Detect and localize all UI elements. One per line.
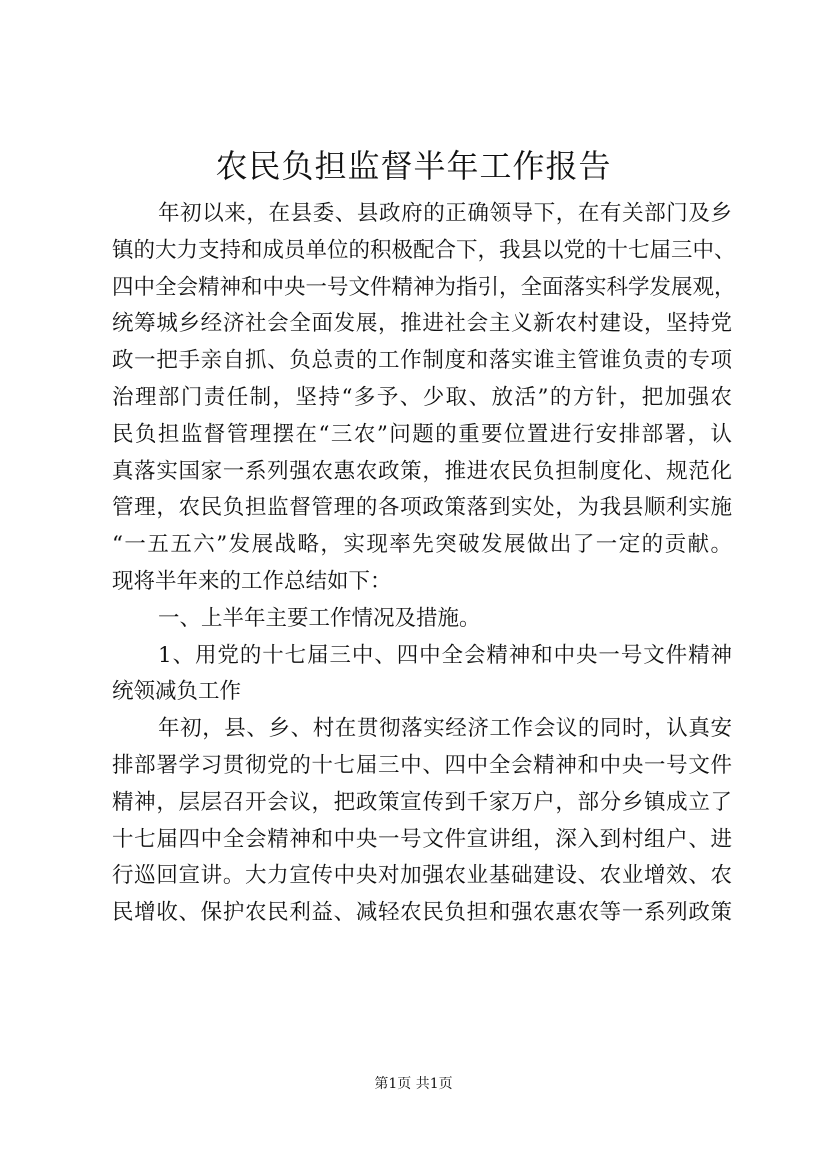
body-line: 管理，农民负担监督管理的各项政策落到实处，为我县顺利实施 — [112, 495, 732, 521]
body-line: 政一把手亲自抓、负总责的工作制度和落实谁主管谁负责的专项 — [112, 348, 732, 374]
body-line: 行巡回宣讲。大力宣传中央对加强农业基础建设、农业增效、农 — [112, 863, 732, 889]
body-line: 真落实国家一系列强农惠农政策，推进农民负担制度化、规范化 — [112, 458, 732, 484]
body-line: 统筹城乡经济社会全面发展，推进社会主义新农村建设，坚持党 — [112, 311, 732, 337]
body-line: 民负担监督管理摆在“三农”问题的重要位置进行安排部署，认 — [112, 421, 732, 447]
body-line: 现将半年来的工作总结如下： — [112, 568, 392, 594]
subsection-heading-cont: 统领减负工作 — [112, 679, 242, 705]
document-title: 农民负担监督半年工作报告 — [215, 147, 612, 185]
body-line: 精神，层层召开会议，把政策宣传到千家万户，部分乡镇成立了 — [112, 789, 732, 815]
body-line: 民增收、保护农民利益、减轻农民负担和强农惠农等一系列政策 — [112, 900, 732, 926]
subsection-heading: 1、用党的十七届三中、四中全会精神和中央一号文件精神 — [158, 642, 732, 668]
body-line: 十七届四中全会精神和中央一号文件宣讲组，深入到村组户、进 — [112, 826, 732, 852]
body-line: 排部署学习贯彻党的十七届三中、四中全会精神和中央一号文件 — [112, 752, 732, 778]
body-line: 年初以来，在县委、县政府的正确领导下，在有关部门及乡 — [158, 201, 732, 226]
body-line: 镇的大力支持和成员单位的积极配合下，我县以党的十七届三中、 — [112, 237, 736, 263]
body-line: 四中全会精神和中央一号文件精神为指引，全面落实科学发展观， — [112, 274, 736, 300]
body-line: 年初，县、乡、村在贯彻落实经济工作会议的同时，认真安 — [158, 716, 732, 742]
document-body — [112, 196, 736, 932]
section-heading: 一、上半年主要工作情况及措施。 — [158, 605, 481, 631]
body-line: 治理部门责任制，坚持“多予、少取、放活”的方针，把加强农 — [112, 384, 732, 410]
page-footer: 第1页 共1页 — [374, 1076, 453, 1092]
body-line: “一五五六”发展战略，实现率先突破发展做出了一定的贡献。 — [112, 532, 732, 558]
